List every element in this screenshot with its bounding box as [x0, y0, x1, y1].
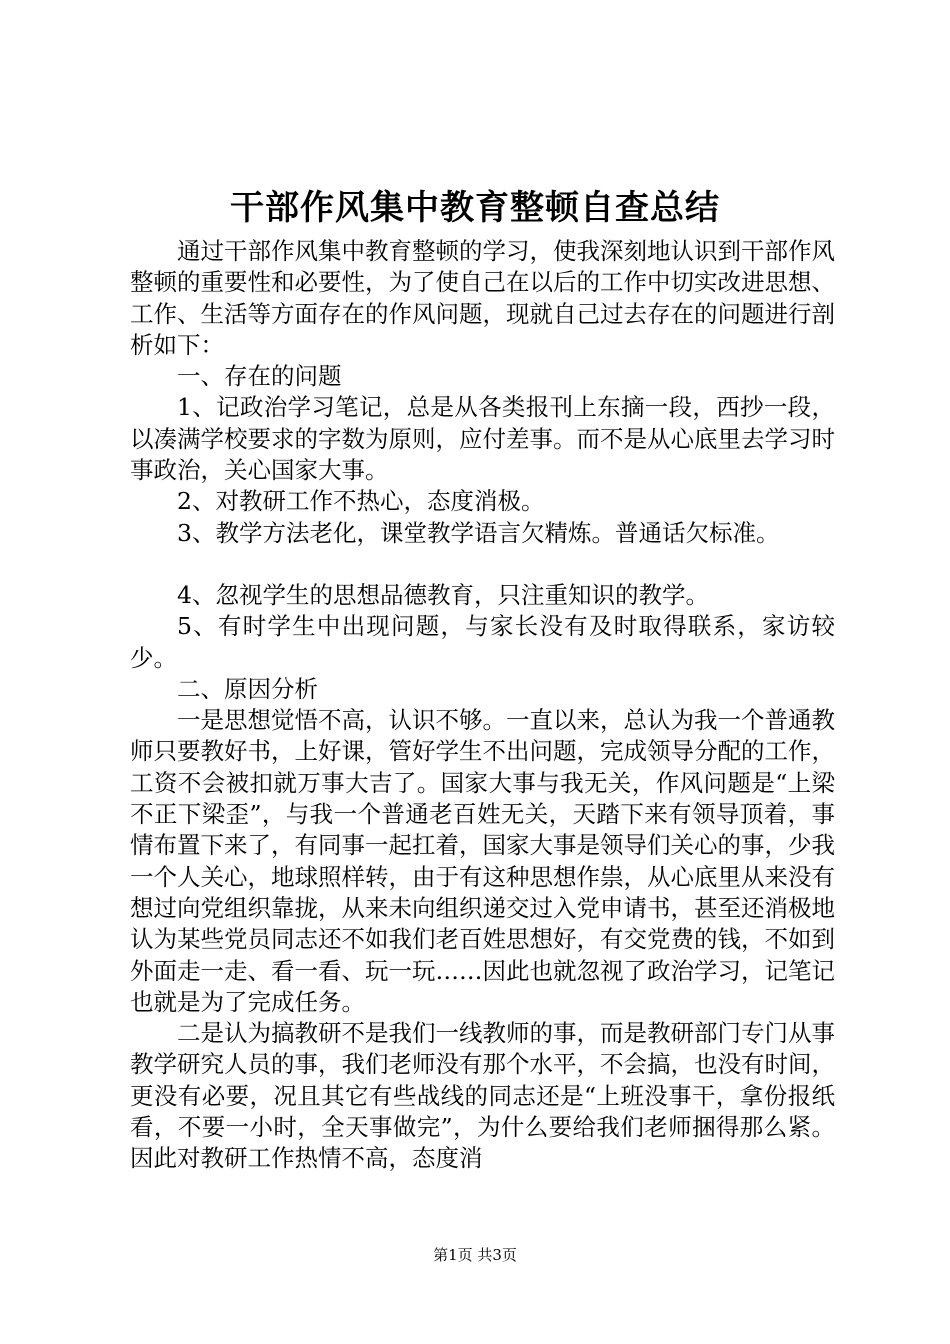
section-heading-causes: 二、原因分析 [177, 674, 318, 703]
problem-item-4: 4、忽视学生的思想品德教育，只注重知识的教学。 [177, 580, 709, 609]
section-heading-problems: 一、存在的问题 [177, 362, 342, 391]
problem-item-2: 2、对教研工作不热心，态度消极。 [177, 487, 545, 516]
problem-item-5: 5、有时学生中出现问题，与家长没有及时取得联系，家访较少。 [130, 612, 835, 672]
problem-item-3: 3、教学方法老化，课堂教学语言欠精炼。普通话欠标准。 [177, 518, 780, 547]
cause-paragraph-1: 一是思想觉悟不高，认识不够。一直以来，总认为我一个普通教师只要教好书，上好课，管好学生不出问题，完成领导分配的工作，工资不会被扣就万事大吉了。国家大事与我无关，作风问题是“上梁不正下梁歪”，与我一个普通老百姓无关，天踏下来有领导顶着，事情布置下来了，有同事一起扛着，国家大事是领导们关心的事，少我一个人关心，地球照样转，由于有这种思想作祟，从心底里从来没有想过向党组织靠拢，从来未向组织递交过入党申请书，甚至还消极地认为某些党员同志还不如我们老百姓思想好，有交党费的钱，不如到外面走一走、看一看、玩一玩……因此也就忽视了政治学习，记笔记也就是为了完成任务。 [130, 706, 835, 1016]
document-title: 干部作风集中教育整顿自查总结 [230, 188, 720, 228]
cause-paragraph-2: 二是认为搞教研不是我们一线教师的事，而是教研部门专门从事教学研究人员的事，我们老师没有那个水平，不会搞，也没有时间，更没有必要，况且其它有些战线的同志还是“上班没事干，拿份报纸看，不要一小时，全天事做完”，为什么要给我们老师捆得那么紧。因此对教研工作热情不高，态度消 [130, 1019, 835, 1173]
problem-item-1: 1、记政治学习笔记，总是从各类报刊上东摘一段，西抄一段，以凑满学校要求的字数为原则，应付差事。而不是从心底里去学习时事政治，关心国家大事。 [130, 393, 835, 485]
document-body [130, 236, 835, 1175]
page-number-footer: 第1页 共3页 [433, 1246, 517, 1264]
intro-paragraph: 通过干部作风集中教育整顿的学习，使我深刻地认识到干部作风整顿的重要性和必要性，为了使自己在以后的工作中切实改进思想、工作、生活等方面存在的作风问题，现就自己过去存在的问题进行剖析如下： [130, 237, 835, 359]
